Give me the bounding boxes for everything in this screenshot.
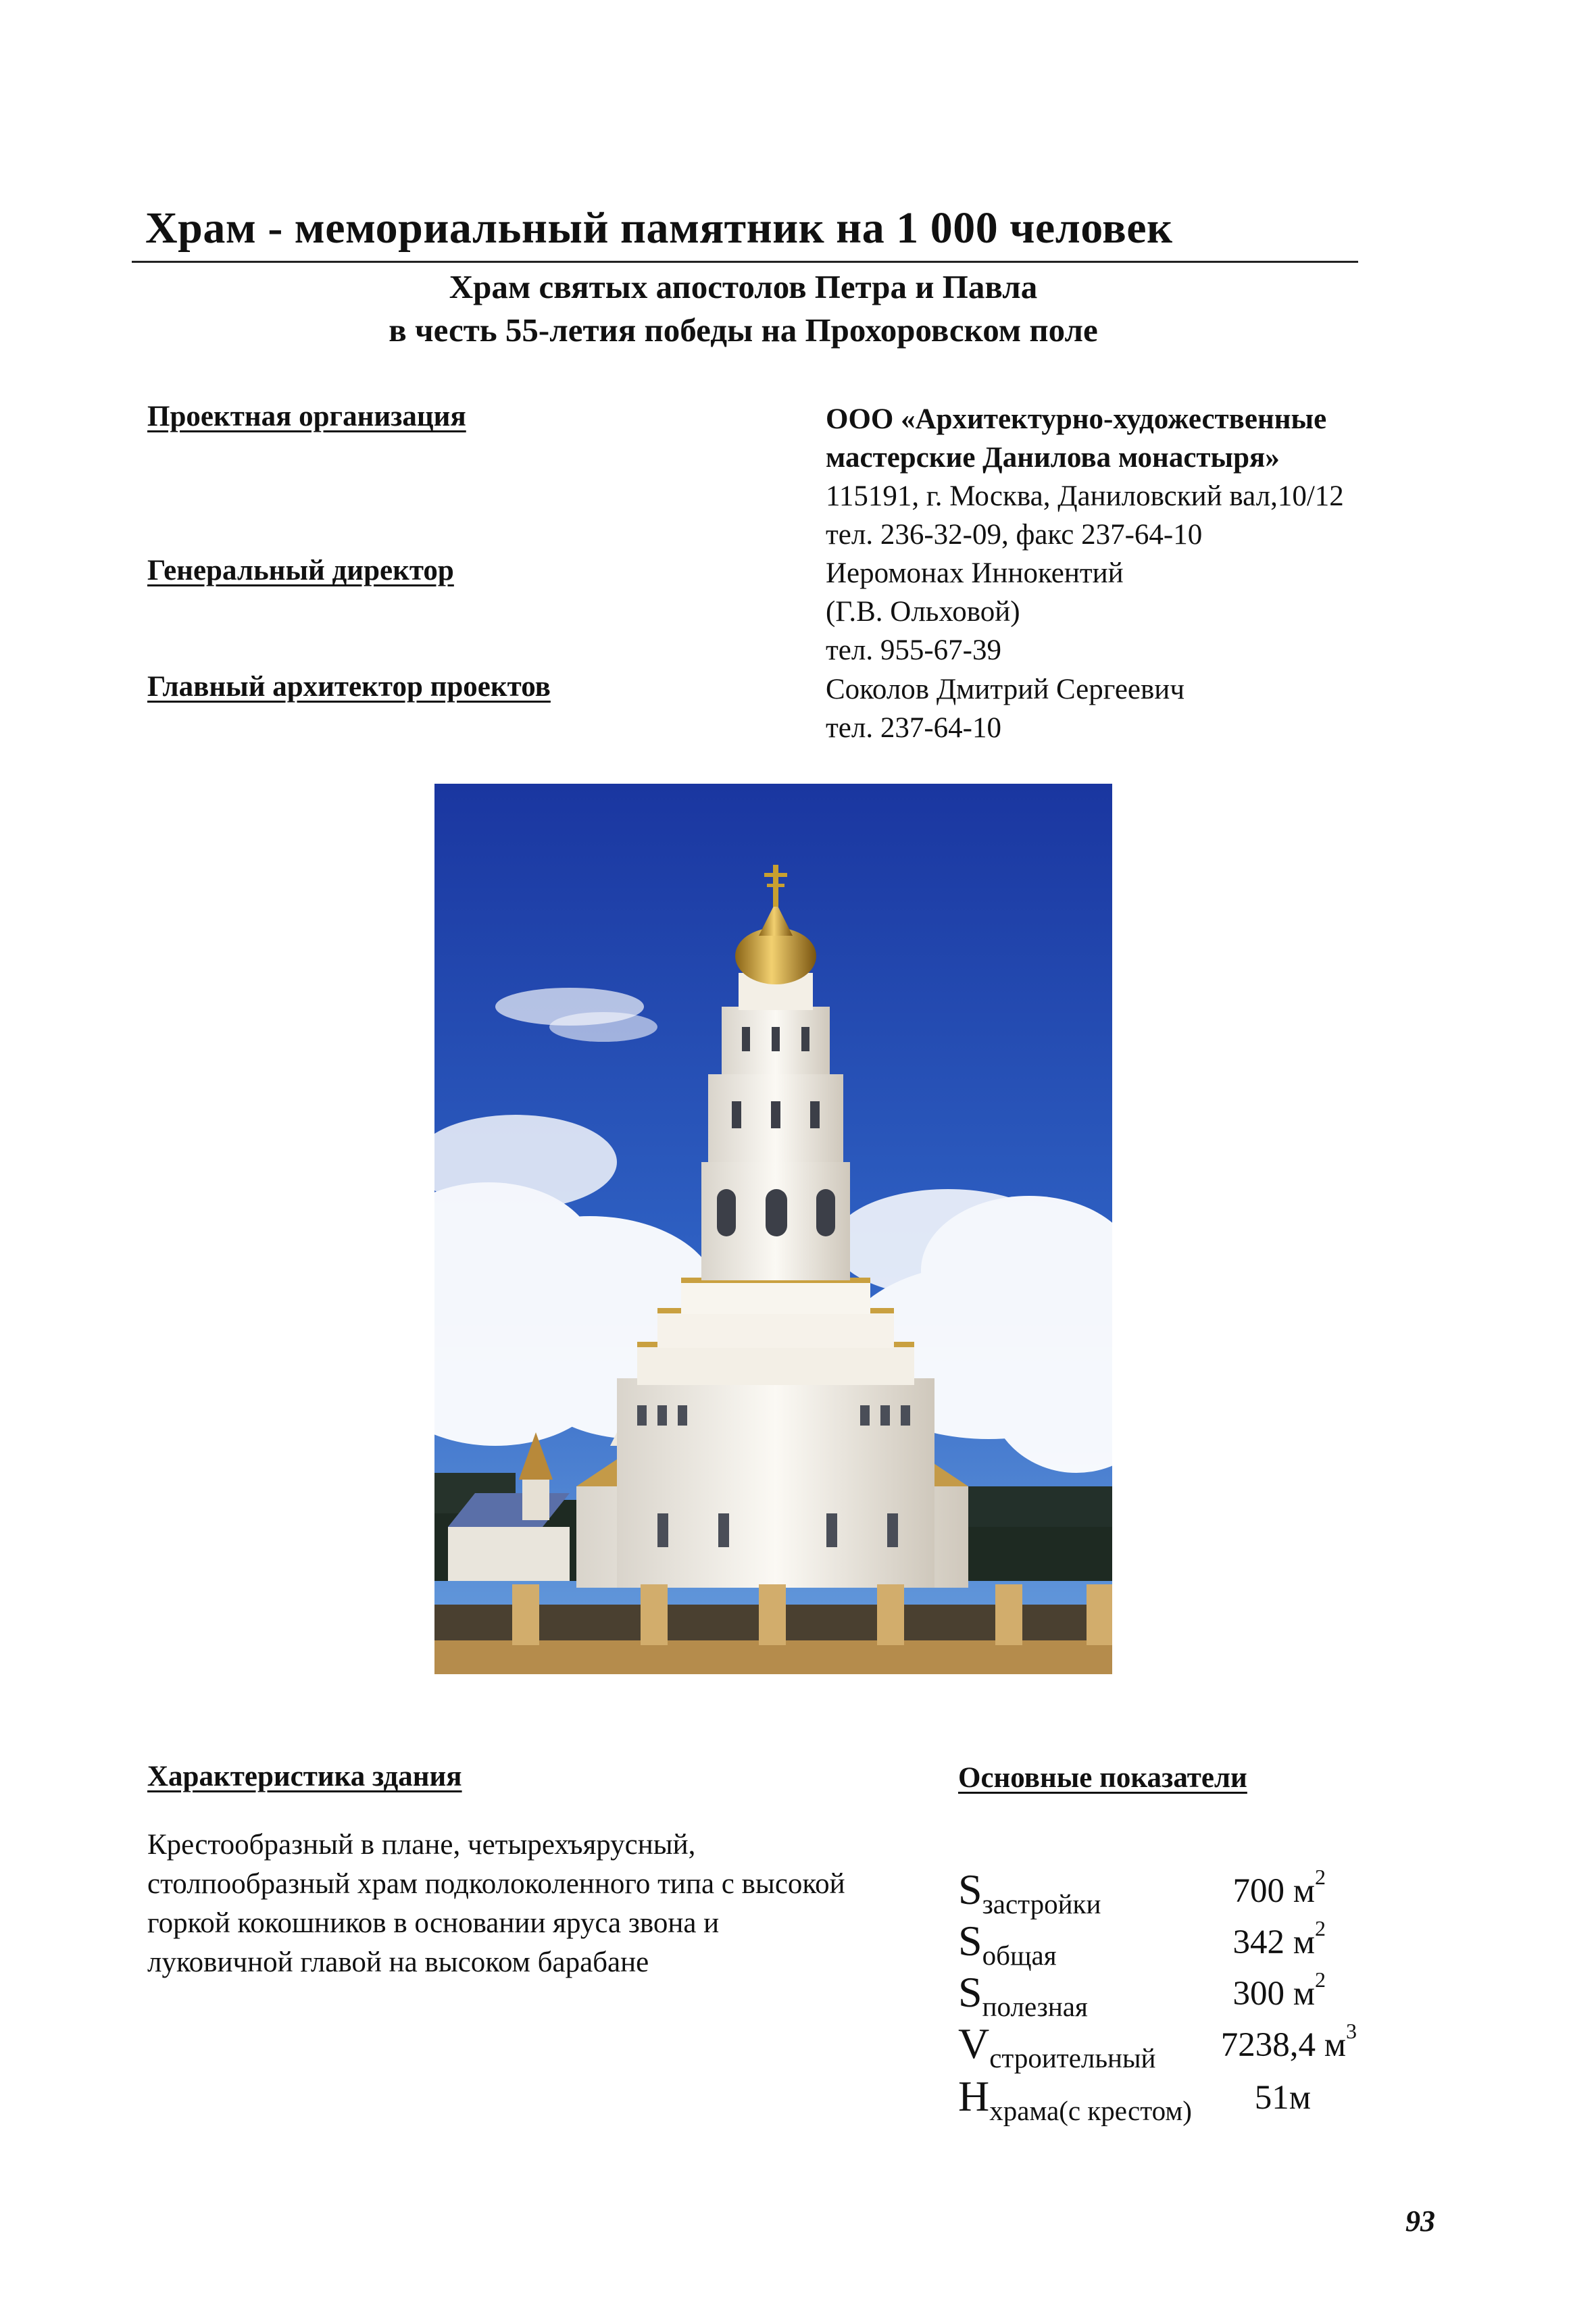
director-name: Иеромонах Иннокентий [826, 557, 1124, 589]
architect-label: Главный архитектор проектов [147, 671, 551, 703]
subtitle-line-1: Храм святых апостолов Петра и Павла [449, 268, 1038, 305]
director-label: Генеральный директор [147, 555, 454, 586]
metric-name: $S_{полезная}$ [958, 1968, 1088, 2022]
subtitle-line-2: в честь 55-летия победы на Прохоровском поле [389, 311, 1098, 349]
building-description: Крестообразный в плане, четырехъярусный, столпообразный храм подколоколенного типа с высокой горкой кокошников в основании яруса звона и луковичной главой на высоком барабане [147, 1829, 845, 1978]
architect-name: Соколов Дмитрий Сергеевич [826, 674, 1184, 705]
building-heading: Характеристика здания [147, 1761, 462, 1792]
church-photo [434, 784, 1112, 1674]
org-name-line-1: ООО «Архитектурно-художественные [826, 403, 1327, 435]
metric-value: 700 $м^2$ [1232, 1865, 1326, 1910]
page-number: 93 [1405, 2205, 1435, 2238]
architect-phone: тел. 237-64-10 [826, 712, 1001, 744]
metric-name: $S_{застройки}$ [958, 1865, 1101, 1919]
metric-value: 300 $м^2$ [1232, 1967, 1326, 2013]
director-phone: тел. 955-67-39 [826, 634, 1001, 666]
org-phone: тел. 236-32-09, факс 237-64-10 [826, 519, 1203, 551]
metric-name: $S_{общая}$ [958, 1917, 1057, 1971]
metrics-heading: Основные показатели [958, 1762, 1247, 1794]
org-label: Проектная организация [147, 401, 466, 432]
director-name-2: (Г.В. Ольховой) [826, 596, 1020, 628]
fence [434, 1584, 1112, 1674]
metric-value: 7238,4 $м^3$ [1220, 2019, 1357, 2064]
org-name-line-2: мастерские Данилова монастыря» [826, 442, 1280, 474]
metric-value: 342 $м^2$ [1232, 1916, 1326, 1961]
metric-name: $H_{храма(с крестом)}$ [958, 2072, 1192, 2126]
metric-value: 51м [1254, 2079, 1311, 2117]
org-address: 115191, г. Москва, Даниловский вал,10/12 [826, 480, 1344, 512]
title-divider [132, 261, 1358, 263]
metric-name: $V_{строительный}$ [958, 2019, 1156, 2073]
page-title: Храм - мемориальный памятник на 1 000 человек [145, 203, 1173, 253]
